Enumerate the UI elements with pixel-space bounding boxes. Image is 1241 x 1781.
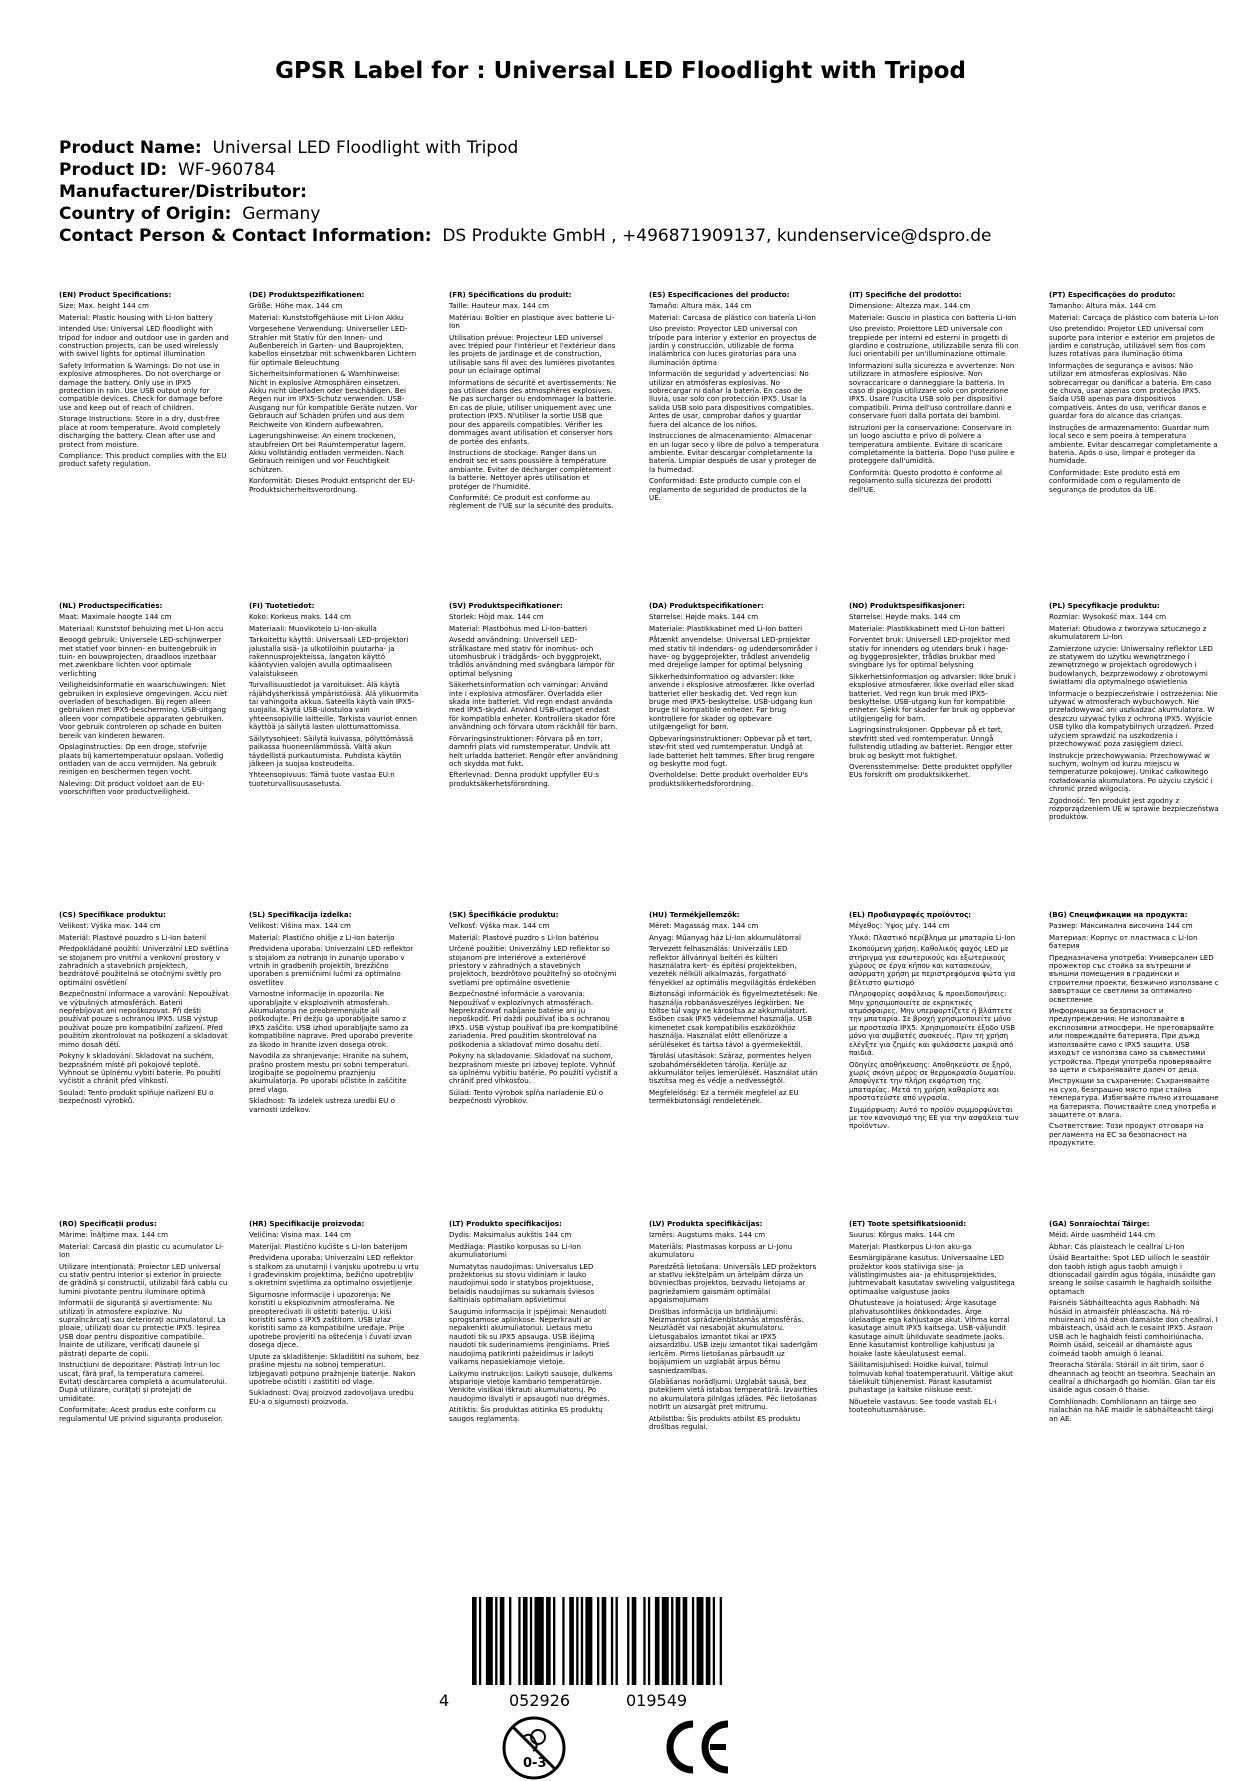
barcode-bar — [585, 1597, 592, 1685]
spec-paragraph: Materiaali: Muovikotelo Li-Ion-akulla — [249, 623, 377, 633]
spec-paragraph: Ábhar: Cás plaisteach le ceallraí Li-Ion — [1049, 1241, 1185, 1251]
spec-section — [59, 911, 229, 1109]
barcode-bar — [500, 1597, 505, 1685]
spec-paragraph: Informations de sécurité et avertissements: Ne pas utiliser dans des atmosphères explosives. Ne pas surcharger ou endommager la batterie. En cas de pluie, utiliser uniquement avec une protection IPX5. N'utiliser la sortie USB que pour des appareils compatibles. Vérifier les dommages avant utilisation et conserver hors de portée des enfants. — [449, 377, 617, 446]
spec-paragraph: Materiał: Obudowa z tworzywa sztucznego z akumulatorem Li-Ion — [1049, 623, 1207, 642]
barcode-bar — [627, 1597, 629, 1685]
barcode-bar — [602, 1597, 607, 1685]
spec-paragraph: Информация за безопасност и предупреждения: Не използвайте в експлозивни атмосфери. Не претоварвайте или повреждайте батерията. При дъжд използвайте само с IPX5 защита. USB изходът се използва само за съвместими устройства. Преди употреба проверявайте за щети и съхранявайте далеч от деца. — [1049, 1006, 1214, 1074]
spec-paragraph: Tervezett felhasználás: Univerzális LED reflektor állvánnyal beltéri és kültéri használatra kert- és építési projektekben, vezeték nélküli alkalmazás, forgatható fényekkel az optimális megvilágítás érdekében — [649, 944, 816, 987]
spec-paragraph: Safety Information & Warnings: Do not use in explosive atmospheres. Do not overcharge or damage the battery. Only use in IPX5 protection in rain. Use USB output only for compatible devices. Check for damage before use and keep out of reach of children. — [59, 360, 223, 412]
spec-heading: (HU) Termékjellemzők: — [649, 910, 740, 919]
spec-paragraph: Turvallisuustiedot ja varoitukset: Älä käytä räjähdysherkissä ympäristöissä. Älä ylikuormita tai vahingoita akkua. Sateella käytä vain IPX5-suojalla. Käytä USB-ulostuloa vain yhteensopiville laitteille. Tarkista vauriot ennen käyttöä ja säilytä lasten ulottumattomissa. — [249, 680, 419, 732]
spec-paragraph: Předpokládané použití: Univerzální LED světlina se stojanem pro vnitřní a venkovní prostory v zahradních a stavebních projektech, bezdrátově použitelná se otočnými světly pro optimální osvětlení — [59, 944, 229, 987]
spec-paragraph: Material: Carcasa de plástico con batería Li-Ion — [649, 312, 816, 322]
spec-section — [849, 602, 1019, 783]
barcode-bar — [495, 1597, 497, 1685]
spec-paragraph: Forventet bruk: Universell LED-projektor med stativ for innendørs og utendørs bruk i hage- og byggeprosjekter, trådløs brukbar med svingbare lys for optimal belysning — [849, 635, 1010, 670]
barcode-bar — [546, 1597, 551, 1685]
spec-paragraph: Größe: Höhe max. 144 cm — [249, 301, 343, 311]
spec-paragraph: Avsedd användning: Universell LED-strålkastare med stativ för inomhus- och utomhusbruk i trädgårds- och byggprojekt, trådlös användning med svängbara lampor för optimal belysning — [449, 635, 615, 678]
spec-paragraph: Anyag: Műanyag ház Li-Ion akkumulátorral — [649, 932, 802, 942]
barcode-bar — [479, 1597, 481, 1685]
spec-heading: (ET) Toote spetsifikatsioonid: — [849, 1219, 967, 1228]
barcode-bar — [518, 1597, 520, 1685]
barcode-bar — [509, 1597, 511, 1685]
spec-paragraph: Zamierzone użycie: Uniwersalny reflektor LED ze statywem do użytku wewnętrznego i zewnętrznego w projektach ogrodowych i budowlanych, bezprzewodowy z obrotowymi światłami dla optymalnego oświetlenia — [1049, 643, 1213, 687]
spec-paragraph: Tárolási utasítások: Száraz, pormentes helyen szobahőmérsékleten tárolja. Kerülje az akkumulátor teljes lemerülését. Használat után tisztítsa meg és védje a nedvességtől. — [649, 1051, 818, 1086]
spec-paragraph: Materjal: Plastkorpus Li-Ion aku-ga — [849, 1241, 972, 1251]
ce-mark-icon — [663, 1718, 733, 1776]
spec-section — [849, 291, 1019, 497]
spec-paragraph: Atbilstība: Šis produkts atbilst ES produktu drošības regulai. — [649, 1413, 801, 1431]
barcode-bar — [581, 1597, 583, 1685]
spec-heading: (BG) Спецификации на продукта: — [1049, 910, 1188, 919]
spec-paragraph: Οδηγίες αποθήκευσης: Αποθηκεύστε σε ξηρό, χωρίς σκόνη μέρος σε θερμοκρασία δωματίου. Αποφύγετε την πλήρη εκφόρτιση της μπαταρίας. Μετά τη χρήση καθαρίστε και προστατεύστε από υγρασία. — [849, 1059, 1016, 1103]
spec-section — [1049, 602, 1219, 825]
spec-paragraph: Lagerungshinweise: An einem trockenen, staubfreien Ort bei Raumtemperatur lagern. Akku vollständig entladen vermeiden. Nach Gebrauch reinigen und vor Feuchtigkeit schützen. — [249, 431, 407, 474]
info-label: Product ID: — [59, 160, 168, 180]
barcode-bar — [697, 1597, 704, 1685]
barcode-bar — [535, 1597, 544, 1685]
spec-paragraph: Size: Max. height 144 cm — [59, 301, 149, 311]
spec-paragraph: Zgodność: Ten produkt jest zgodny z rozporządzeniem UE w sprawie bezpieczeństwa produktów. — [1049, 795, 1219, 822]
spec-paragraph: Pokyny na skladovanie: Skladovať na suchom, bezprašnom mieste pri izbovej teplote. Vyhnúť sa úplnému vybitiu batérie. Po použití vyčistiť a chrániť pred vlhkosťou. — [449, 1051, 618, 1086]
spec-paragraph: Instruções de armazenamento: Guardar num local seco e sem poeira à temperatura ambiente. Evitar descarregar completamente a bateria. Após o uso, limpar e proteger da humidade. — [1049, 422, 1218, 466]
spec-paragraph: Paredzētā lietošana: Universāls LED prožektors ar statīvu iekštelpām un ārtelpām dārza un būvniecības projektos, bezvadu lietojams ar pagriežamiem gaismām optimālai apgaismojumam — [649, 1261, 817, 1305]
spec-paragraph: Maat: Maximale hoogte 144 cm — [59, 612, 172, 622]
info-label: Country of Origin: — [59, 204, 232, 224]
spec-paragraph: Drošības informācija un brīdinājumi: Neizmantot sprādzienbīstamās atmosfērās. Neuzlādēt vai nesabojāt akumulatoru. Lietusgabalos izmantot tikai ar IPX5 aizsardzību. USB izeju izmantot tikai saderīgām ierīcēm. Pirms lietošanas pārbaudīt uz bojājumiem un uzglabāt ārpus bērnu sasniedzamības. — [649, 1306, 818, 1375]
spec-paragraph: Instrukcje przechowywania: Przechowywać w suchym, wolnym od kurzu miejscu w temperaturze pokojowej. Unikać całkowitego rozładowania akumulatora. Po użyciu czyścić i chronić przed wilgocią. — [1049, 750, 1213, 794]
spec-section — [649, 1220, 819, 1434]
spec-paragraph: Conformité: Ce produit est conforme au règlement de l'UE sur la sécurité des produits. — [449, 492, 614, 511]
spec-paragraph: Conformità: Questo prodotto è conforme al regolamento sulla sicurezza dei prodotti dell'UE. — [849, 467, 1003, 494]
info-value: Universal LED Floodlight with Tripod — [212, 138, 519, 158]
spec-paragraph: Bezpečnostní informace a varování: Nepoužívat ve výbušných atmosférách. Baterii nepřebíjovat ani nepoškozovat. Při dešti používat pouze s ochranou IPX5. USB výstup používat pouze pro kompatibilní zařízení. Před použitím zkontrolovat na poškození a skladovat mimo dosah dětí. — [59, 989, 229, 1049]
spec-paragraph: Informazioni sulla sicurezza e avvertenze: Non utilizzare in atmosfere esplosive. Non sovraccaricare o danneggiare la batteria. In caso di pioggia utilizzare solo con protezione IPX5. Usare l'uscita USB solo per dispositivi compatibili. Prima dell'uso controllare danni e conservare fuori dalla portata dei bambini. — [849, 360, 1015, 421]
spec-paragraph: Velikost: Výška max. 144 cm — [59, 921, 161, 931]
spec-section — [1049, 291, 1219, 497]
spec-section — [449, 1220, 619, 1426]
age-warning-icon — [501, 1715, 567, 1781]
spec-heading: (DA) Produktspecifikationer: — [649, 601, 764, 610]
ean-barcode — [439, 1597, 744, 1710]
spec-paragraph: Materiale: Plastikkabinet med Li-Ion batteri — [649, 623, 803, 633]
barcode-bar — [616, 1597, 618, 1685]
spec-paragraph: Material: Kunststoffgehäuse mit Li-Ion Akku — [249, 312, 404, 322]
spec-paragraph: Sikkerhetsinformasjon og advarsler: Ikke bruk i eksplosive atmosfærer. Ikke overlad eller skad batteriet. Ved regn kun bruk med IPX5-beskyttelse. USB-utgang kun for kompatible enheter. Sjekk for skader før bruk og oppbevar utilgjengelig for barn. — [849, 671, 1016, 723]
barcode-bar — [671, 1597, 673, 1685]
spec-paragraph: Naleving: Dit product voldoet aan de EU-voorschriften voor productveiligheid. — [59, 778, 205, 797]
spec-paragraph: Overensstemmelse: Dette produktet oppfyller EUs forskrift om produktsikkerhet. — [849, 761, 1013, 780]
spec-heading: (IT) Specifiche del prodotto: — [849, 290, 962, 299]
barcode-bar — [486, 1597, 493, 1685]
spec-paragraph: Rozmiar: Wysokość max. 144 cm — [1049, 612, 1167, 622]
spec-section — [59, 602, 229, 800]
info-value: WF-960784 — [177, 160, 276, 180]
spec-section — [649, 602, 819, 791]
spec-paragraph: Varnostne informacije in opozorila: Ne uporabljajte v eksplozivnih atmosferah. Akumulatorja ne preobremenjujte ali poškodujte. Pri dežju ga uporabljajte samo z IPX5 zaščito. USB izhod uporabljajte samo za kompatibilne naprave. Pred uporabo preverite za škodo in hranite izven dosega otrok. — [249, 989, 413, 1049]
spec-heading: (FR) Spécifications du produit: — [449, 290, 572, 299]
spec-paragraph: Overholdelse: Dette produkt overholder EU's produktsikkerhedsforordning. — [649, 770, 808, 788]
spec-paragraph: Efterlevnad: Denna produkt uppfyller EU:s produktsäkerhetsförordning. — [449, 770, 599, 788]
spec-paragraph: Tamanho: Altura máx. 144 cm — [1049, 301, 1156, 311]
spec-heading: (LT) Produkto specifikacijos: — [449, 1219, 562, 1228]
spec-paragraph: Materiál: Plastové puzdro s Li-Ion batériou — [449, 932, 599, 942]
info-row-manufacturer — [59, 181, 991, 203]
spec-paragraph: Beoogd gebruik: Universele LED-schijnwerper met statief voor binnen- en buitengebruik in tuin- en bouwprojecten, draadloos inzetbaar met zwenkbare lichten voor optimale verlichting — [59, 635, 222, 678]
barcode-bar — [655, 1597, 660, 1685]
barcode-bar — [569, 1597, 574, 1685]
spec-paragraph: Μέγεθος: Ύψος μέγ. 144 cm — [849, 921, 950, 931]
spec-paragraph: Soulad: Tento produkt splňuje nařízení EU o bezpečnosti výrobků. — [59, 1087, 214, 1106]
spec-paragraph: Atitiktis: Šis produktas atitinka ES produktų saugos reglamentą. — [449, 1405, 603, 1423]
barcode-bars — [472, 1597, 722, 1685]
spec-paragraph: Úsáid Beartaithe: Spot LED uilíoch le seastóir don taobh istigh agus taobh amuigh i dtionscadail gairdín agus tógála, inúsáidte gan sreang le soilse casaimh le haghaidh soilsithe optamach — [1049, 1253, 1216, 1296]
spec-paragraph: Instrucțiuni de depozitare: Păstrați într-un loc uscat, fără praf, la temperatura camerei. Evitați descărcarea completă a acumulatorului. După utilizare, curățați și protejați de umiditate. — [59, 1360, 227, 1403]
age-warning-label: 0-3 — [523, 1756, 547, 1771]
spec-paragraph: Vorgesehene Verwendung: Universeller LED-Strahler mit Stativ für den Innen- und Außenbereich in Garten- und Bauprojekten, kabellos einsetzbar mit schwenkbaren Lichtern für optimale Beleuchtung — [249, 324, 417, 367]
barcode-bar — [720, 1597, 722, 1685]
spec-heading: (RO) Specificații produs: — [59, 1219, 157, 1228]
spec-paragraph: Predviđena uporaba: Univerzalni LED reflektor s stalkom za unutarnji i vanjsku upotrebu u vrtu i građevinskim projektima, bežično upotrebljiv s okretnim svjetlima za optimalno osvjetljenje — [249, 1253, 419, 1288]
barcode-bar — [611, 1597, 613, 1685]
spec-paragraph: Saugumo informacija ir įspėjimai: Nenaudoti sprogstamose aplinkose. Neperkrauti ar nepakenkti akumuliatoriui. Lietaus metu naudoti tik su IPX5 apsauga. USB išėjimą naudoti tik suderinamiems įrenginiams. Prieš naudojimą patikrinti pažeidimus ir laikyti vaikams nepasiekiamoje vietoje. — [449, 1306, 610, 1367]
spec-section — [249, 602, 419, 791]
spec-heading: (ES) Especificaciones del producto: — [649, 290, 790, 299]
barcode-digits-right: 019549 — [626, 1691, 688, 1710]
spec-paragraph: Informații de siguranță și avertismente: Nu utilizați în atmosfere explozive. Nu supraîncărcați sau deteriorați acumulatorul. La ploaie, utilizați doar cu protecție IPX5. Ieșirea USB doar pentru dispozitive compatibile. Înainte de utilizare, verificați daunele și păstrați departe de copii. — [59, 1298, 226, 1358]
info-value: Germany — [242, 204, 321, 224]
spec-paragraph: Uso previsto: Proyector LED universal con trípode para interior y exterior en proyectos de jardín y construcción, utilizable de forma inalámbrica con luces giratorias para una iluminación óptima — [649, 324, 817, 367]
spec-paragraph: Medžiaga: Plastiko korpusas su Li-Ion akumuliatoriumi — [449, 1241, 581, 1260]
product-info — [59, 137, 991, 247]
spec-section — [849, 911, 1019, 1134]
spec-paragraph: Koko: Korkeus maks. 144 cm — [249, 612, 351, 622]
spec-paragraph: Predvidena uporaba: Univerzalni LED reflektor s stojalom za notranjo in zunanjo uporabo v vrtnih in gradbenih projektih, brezžično uporaben s premičnimi lučmi za optimalno osvetlitev — [249, 944, 414, 987]
spec-section — [649, 291, 819, 505]
spec-section — [449, 602, 619, 791]
spec-paragraph: Intended Use: Universal LED floodlight with tripod for indoor and outdoor use in garden and construction projects, can be used wirelessly with swivel lights for optimal illumination — [59, 324, 229, 359]
spec-paragraph: Υλικό: Πλαστικό περίβλημα με μπαταρία Li-Ion — [849, 932, 1016, 942]
spec-paragraph: Uso pretendido: Projetor LED universal com suporte para interior e exterior em projetos de jardim e construção, utilizável sem fios com luzes rotativas para iluminação ótima — [1049, 324, 1215, 359]
spec-paragraph: Utilizare intenționată: Proiector LED universal cu stativ pentru interior și exterior în proiecte de grădină și construcții, utilizabil fără cablu cu lumini pivotante pentru iluminare optimă — [59, 1261, 228, 1296]
barcode-bar — [713, 1597, 715, 1685]
spec-paragraph: Skladnost: Ta izdelek ustreza uredbi EU o varnosti izdelkov. — [249, 1096, 395, 1114]
spec-paragraph: Faisnéis Sábháilteachta agus Rabhadh: Ná húsáid in atmaisféir phléascacha. Ná ró-mhuirearú nó ná déan damáiste don cheallraí. I mbáisteach, úsáid ach le cosaint IPX5. Asraon USB ach le haghaidh feistí comhoiriúnacha. Roimh úsáid, seiceáil ar dhamáiste agus coimeád taobh amuigh ó leanaí. — [1049, 1298, 1218, 1358]
spec-paragraph: Uso previsto: Proiettore LED universale con treppiede per interni ed esterni in progetti di giardino e costruzione, utilizzabile senza fili con luci orientabili per un'illuminazione ottimale — [849, 324, 1019, 359]
spec-paragraph: Určené použitie: Univerzálny LED reflektor so stojanom pre interiérové a exteriérové priestory v záhradných a stavebných projektoch, bezdrôtovo použiteľný so otočnými svetlami pre optimálne osvetlenie — [449, 944, 617, 987]
spec-paragraph: Påtænkt anvendelse: Universal LED-projektør med stativ til indendørs- og udendørsområder i have- og byggeprojekter, trådløst anvendelig med drejelige lamper for optimal belysning — [649, 635, 818, 670]
spec-paragraph: Materiaal: Kunststof behuizing met Li-Ion accu — [59, 623, 224, 633]
spec-heading: (DE) Produktspezifikationen: — [249, 290, 365, 299]
spec-paragraph: Material: Plastic housing with Li-Ion battery — [59, 312, 213, 322]
spec-paragraph: Materiál: Plastové pouzdro s Li-Ion baterií — [59, 932, 207, 942]
spec-paragraph: Informações de segurança e avisos: Não utilizar em atmosferas explosivas. Não sobrecarregar ou danificar a bateria. Em caso de chuva, usar apenas com proteção IPX5. Saída USB apenas para dispositivos compatíveis. Antes do uso, verificar danos e guardar fora do alcance das crianças. — [1049, 360, 1212, 421]
spec-section — [249, 1220, 419, 1409]
spec-paragraph: Dydis: Maksimalus aukštis 144 cm — [449, 1230, 572, 1240]
spec-section — [59, 291, 229, 472]
info-row-contact — [59, 225, 991, 247]
spec-paragraph: Méret: Magasság max. 144 cm — [649, 921, 759, 931]
spec-paragraph: Veličina: Visina max. 144 cm — [249, 1230, 351, 1240]
barcode-bar — [676, 1597, 681, 1685]
info-row-product-name — [59, 137, 991, 159]
barcode-bar — [683, 1597, 688, 1685]
spec-paragraph: Storage Instructions: Store in a dry, dust-free place at room temperature. Avoid completely discharging the battery. Clean after use and protect from moisture. — [59, 414, 221, 449]
spec-paragraph: Glabāšanas norādījumi: Uzglabāt sausā, bez putekļiem vietā istabas temperatūrā. Izvairīties no akumulatora pilnīgas izlādes. Pēc lietošanas notīrīt un aizsargāt pret mitrumu. — [649, 1376, 818, 1412]
barcode-digits-left: 052926 — [509, 1691, 571, 1710]
spec-paragraph: Materijal: Plastično kućište s Li-Ion baterijom — [249, 1241, 408, 1251]
spec-paragraph: Instrucciones de almacenamiento: Almacenar en un lugar seco y libre de polvo a temperatura ambiente. Evitar descargar completamente la batería. Limpiar después de usar y proteger de la humedad. — [649, 431, 819, 474]
barcode-bar — [576, 1597, 578, 1685]
spec-heading: (SV) Produktspecifikationer: — [449, 601, 563, 610]
spec-paragraph: Compliance: This product complies with the EU product safety regulation. — [59, 450, 227, 469]
spec-heading: (EL) Προδιαγραφές προϊόντος: — [849, 910, 972, 919]
spec-section — [449, 911, 619, 1109]
spec-section — [59, 1220, 229, 1426]
spec-paragraph: Súlad: Tento výrobok spĺňa nariadenie EÚ o bezpečnosti výrobkov. — [449, 1087, 604, 1106]
spec-section — [249, 911, 419, 1117]
spec-heading: (NO) Produktspesifikasjoner: — [849, 601, 965, 610]
spec-paragraph: Материал: Корпус от пластмаса с Li-Ion батерия — [1049, 932, 1198, 951]
spec-paragraph: Konformität: Dieses Produkt entspricht der EU-Produktsicherheitsverordnung. — [249, 476, 415, 494]
info-value: DS Produkte GmbH , +496871909137, kundenservice@dspro.de — [442, 226, 992, 246]
spec-paragraph: Veľkosť: Výška max. 144 cm — [449, 921, 550, 931]
spec-paragraph: Размер: Максимална височина 144 cm — [1049, 921, 1193, 931]
spec-paragraph: Biztonsági információk és figyelmeztetések: Ne használja robbanásveszélyes légkörben. Ne töltse túl vagy ne károsítsa az akkumulátort. Esőben csak IPX5 védelemmel használja. USB kimenetet csak kompatibilis eszközökhöz használja. Használat előtt ellenőrizze a sérüléseket és tartsa távol a gyermekektől. — [649, 989, 818, 1049]
spec-paragraph: Eesmärgipärane kasutus: Universaalne LED prožektor koos statiiviga sise- ja välistingimustes aia- ja ehitusprojektides, juhtmevabalt kasutatav swiveling valgustitega optimaalse valgustuse jaoks — [849, 1253, 1015, 1296]
spec-paragraph: Opbevaringsinstruktioner: Opbevar på et tørt, støv-frit sted ved rumtemperatur. Undgå at lade batteriet helt tømmes. Efter brug rengøre og beskytte mod fugt. — [649, 733, 815, 768]
info-row-product-id — [59, 159, 991, 181]
spec-paragraph: Säilitamisjuhised: Hoidke kuival, tolmul tolmuvab kohal toatemperatuuril. Vältige akut täielikult tühjenemist. Pärast kasutamist puhastage ja kaitske niiskuse eest. — [849, 1360, 1013, 1395]
spec-paragraph: Megfelelőség: Ez a termék megfelel az EU termékbiztonsági rendeletének. — [649, 1087, 799, 1106]
spec-paragraph: Materiale: Guscio in plastica con batteria Li-Ion — [849, 312, 1017, 322]
spec-section — [849, 1220, 1019, 1418]
spec-paragraph: Izmērs: Augstums maks. 144 cm — [649, 1230, 766, 1240]
spec-paragraph: Tamaño: Altura máx. 144 cm — [649, 301, 752, 311]
spec-paragraph: Informacje o bezpieczeństwie i ostrzeżenia: Nie używać w atmosferach wybuchowych. Nie przeładowywać ani uszkadzać akumulatora. W deszczu używać tylko z ochroną IPX5. Wyjście USB tylko dla kompatybilnych urządzeń. Przed użyciem sprawdzić na uszkodzenia i przechowywać poza zasięgiem dzieci. — [1049, 688, 1218, 749]
spec-paragraph: Veiligheidsinformatie en waarschuwingen: Niet gebruiken in explosieve omgevingen. Accu niet overladen of beschadigen. Bij regen alleen gebruiken met IPX5-bescherming. USB-uitgang alleen voor compatibele apparaten gebruiken. Voor gebruik controleren op schade en buiten bereik van kinderen bewaren. — [59, 680, 228, 740]
spec-paragraph: Πληροφορίες ασφάλειας & προειδοποιήσεις: Μην χρησιμοποιείτε σε εκρηκτικές ατμόσφαιρες. Μην υπερφορτίζετε ή βλάπτετε την μπαταρία. Σε βροχή χρησιμοποιείτε μόνο με προστασία IPX5. Χρησιμοποιείτε έξοδο USB μόνο για συμβατές συσκευές. Πριν τη χρήση ελέγξτε για ζημιές και φυλάσσετε μακριά από παιδιά. — [849, 989, 1016, 1058]
spec-paragraph: Säkerhetsinformation och varningar: Använd inte i explosiva atmosfärer. Överladda eller skada inte batteriet. Vid regn endast använda med IPX5-skydd. Använd USB-uttaget endast för kompatibla enheter. Kontrollera skador före användning och förvara utom räckhåll för barn. — [449, 680, 618, 732]
barcode-bar — [597, 1597, 599, 1685]
spec-paragraph: Συμμόρφωση: Αυτό το προϊόν συμμορφώνεται με τον κανονισμό της ΕΕ για την ασφάλεια των προϊόντων. — [849, 1104, 1019, 1131]
spec-section — [1049, 1220, 1219, 1426]
spec-paragraph: Sicherheitsinformationen & Warnhinweise: Nicht in explosive Atmosphären einsetzen. Akku nicht überladen oder beschädigen. Bei Regen nur im IPX5-Schutz verwenden. USB-Ausgang nur für kompatible Geräte nutzen. Vor Gebrauch auf Schäden prüfen und aus dem Reichweite von Kindern aufbewahren. — [249, 369, 418, 429]
spec-heading: (SK) Špecifikácie produktu: — [449, 910, 559, 919]
spec-paragraph: Säilytysohjeet: Säilytä kuivassa, pölyttömässä paikassa huoneenlämmössä. Vältä akun täydellistä purkautumista. Puhdista käytön jälkeen ja suojaa kosteudelta. — [249, 733, 414, 768]
spec-paragraph: Velikost: Višina max. 144 cm — [249, 921, 351, 931]
barcode-bar — [530, 1597, 532, 1685]
spec-paragraph: Istruzioni per la conservazione: Conservare in un luogo asciutto e privo di polvere a temperatura ambiente. Evitare di scaricare completamente la batteria. Dopo l'uso pulire e proteggere dall'umidità. — [849, 422, 1015, 466]
spec-paragraph: Treoracha Stórála: Stóráil in áit tirim, saor ó dheannach ag teocht an tseomra. Seachain an ceallraí a dhíchargadh go hiomlán. Glan tar éis úsáide agus cosain ó thaise. — [1049, 1360, 1216, 1395]
spec-heading: (GA) Sonraíochtaí Táirge: — [1049, 1219, 1150, 1228]
spec-heading: (PT) Especificações do produto: — [1049, 290, 1176, 299]
spec-paragraph: Material: Carcasă din plastic cu acumulator Li-Ion — [59, 1241, 224, 1260]
info-label: Contact Person & Contact Information: — [59, 226, 432, 246]
spec-section — [249, 291, 419, 497]
spec-paragraph: Conformitate: Acest produs este conform cu regulamentul UE privind siguranța produselor. — [59, 1405, 223, 1423]
spec-paragraph: Material: Plastično ohišje z Li-Ion baterijo — [249, 932, 395, 942]
spec-paragraph: Materiāls: Plastmasas korpuss ar Li-Jonu akumulatoru — [649, 1241, 793, 1260]
spec-paragraph: Förvaringsinstruktioner: Förvara på en torr, damnfri plats vid rumstemperatur. Undvik att helt urladda batteriet. Rengör efter användning och skydda mot fukt. — [449, 733, 618, 768]
info-row-country — [59, 203, 991, 225]
spec-paragraph: Pokyny k skladování: Skladovat na suchém, bezprašném místě při pokojové teplotě. Vyhnout se úplnému vybití baterie. Po použití vyčistit a chránit před vlhkostí. — [59, 1051, 221, 1086]
barcode-bar — [648, 1597, 650, 1685]
spec-paragraph: Méid: Airde uasmhéid 144 cm — [1049, 1230, 1155, 1240]
spec-paragraph: Conformidade: Este produto está em conformidade com o regulamento de segurança de produtos da UE. — [1049, 467, 1181, 494]
spec-paragraph: Yhteensopivuus: Tämä tuote vastaa EU:n tuoteturvallisuusasetusta. — [249, 770, 395, 788]
spec-paragraph: Ohutusteave ja hoiatused: Ärge kasutage plahvatusohtlikes õhkkondades. Ärge ülelaadige ega kahjustage akut. Vihma korral kasutage ainult IPX5 kaitsega. USB-väljundit kasutage ainult ühilduvate seadmete jaoks. Enne kasutamist kontrollige kahjustusi ja hoiake laste käeulatusest eemal. — [849, 1298, 1010, 1358]
spec-paragraph: Σκοπούμενη χρήση: Καθολικός φαχός LED με στήριγμα για εσωτερικούς και εξωτερικούς χώρους σε έργα κήπου και κατασκευών, ασύρματη χρήση με περιστρεφόμενα φώτα για βέλτιστο φωτισμό — [849, 944, 1016, 987]
spec-paragraph: Instructions de stockage: Ranger dans un endroit sec et sans poussière à température ambiante. Éviter de décharger complètement la batterie. Nettoyer après utilisation et protéger de l'humidité. — [449, 447, 612, 491]
spec-paragraph: Storlek: Höjd max. 144 cm — [449, 612, 544, 622]
spec-paragraph: Nõuetele vastavus: See toode vastab EL-i tooteohutusmääruse. — [849, 1396, 997, 1415]
spec-paragraph: Información de seguridad y advertencias: No utilizar en atmósferas explosivas. No sobrecargar ni dañar la batería. En caso de lluvia, usar solo con protección IPX5. Usar la salida USB solo para dispositivos compatibles. Antes de usar, comprobar daños y guardar fuera del alcance de los niños. — [649, 369, 814, 429]
barcode-bar — [523, 1597, 528, 1685]
spec-paragraph: Lagringsinstruksjoner: Oppbevar på et tørt, støvfritt sted ved romtemperatur. Unngå fullstendig utlading av batteriet. Rengjør etter bruk og beskytt mot fuktighet. — [849, 725, 1013, 760]
barcode-bar — [643, 1597, 645, 1685]
spec-paragraph: Съответствие: Този продукт отговаря на регламента на ЕС за безопасност на продуктите. — [1049, 1121, 1204, 1148]
spec-paragraph: Dimensione: Altezza max. 144 cm — [849, 301, 971, 311]
spec-section — [1049, 911, 1219, 1151]
spec-paragraph: Laikymo instrukcijos: Laikyti sausoje, dulkėms atsparioje vietoje kambario temperatūroje. Venkite visiškai iškrauti akumuliatorių. Po naudojimo išvalyti ir apsaugoti nuo drėgmės. — [449, 1368, 613, 1403]
spec-heading: (FI) Tuotetiedot: — [249, 601, 315, 610]
spec-paragraph: Инструкции за съхранение: Съхранявайте на сухо, безпрашно място при стайна температура. Избягвайте пълно изтощаване на батерията. Почиствайте след употреба и защитете от влага. — [1049, 1076, 1219, 1119]
spec-heading: (EN) Product Specifications: — [59, 290, 172, 299]
barcode-bar — [472, 1597, 477, 1685]
spec-paragraph: Tarkoitettu käyttö: Universaali LED-projektori jalustalla sisä- ja ulkotiloihin puutarha- ja rakennusprojekteissa, langaton käyttö kääntyvien valojen avulla optimaaliseen valaistukseen — [249, 635, 409, 678]
spec-paragraph: Bezpečnostné informácie a varovania: Nepoužívať v explozívnych atmosférach. Neprekračovať nabíjanie batérie ani ju nepoškodiť. Pri daždi používať iba s ochranou IPX5. USB výstup používať iba pre kompatibilné zariadenia. Pred použitím skontrolovať na poškodenia a skladovať mimo dosahu detí. — [449, 989, 618, 1049]
spec-paragraph: Material: Carcaça de plástico com bateria Li-Ion — [1049, 312, 1219, 322]
info-label: Manufacturer/Distributor: — [59, 182, 307, 202]
spec-paragraph: Sikkerhedsinformation og advarsler: Ikke anvende i eksplosive atmosfærer. Ikke overlad batteriet eller beskadig det. Ved regn kun brugе med IPX5-beskyttelse. USB-udgang kun bruge til kompatible enheder. Før brug kontrollere for skader og opbevare utilgængeligt for børn. — [649, 671, 815, 732]
spec-paragraph: Størrelse: Høyde maks. 144 cm — [849, 612, 961, 622]
spec-heading: (NL) Productspecificaties: — [59, 601, 163, 610]
spec-paragraph: Utilisation prévue: Projecteur LED universel avec trépied pour l'intérieur et l'extérieur dans les projets de jardinage et de construction, utilisable sans fil avec des lumières pivotantes pour un éclairage optimal — [449, 332, 616, 376]
spec-paragraph: Taille: Hauteur max. 144 cm — [449, 301, 549, 311]
spec-paragraph: Størrelse: Højde maks. 144 cm — [649, 612, 759, 622]
spec-paragraph: Mărime: Înălțime max. 144 cm — [59, 1230, 169, 1240]
spec-paragraph: Matériau: Boîtier en plastique avec batterie Li-Ion — [449, 312, 615, 331]
spec-paragraph: Sigurnosne informacije i upozorenja: Ne koristiti u eksplozivnim atmosferama. Ne preopterećivati ili oštetiti bateriju. U kiši koristiti samo s IPX5 zaštitom. USB izlaz koristiti samo za kompatibilne uređaje. Prije upotrebe provjeriti na oštećenja i čuvati izvan dosega djece. — [249, 1289, 412, 1350]
spec-paragraph: Предназначена употреба: Универсален LED прожектор със стойка за вътрешни и външни помещения в градински и строителни проекти, безжично използване с завъртащи се светлини за оптимално осветление — [1049, 952, 1219, 1004]
spec-heading: (SL) Specifikacija izdelka: — [249, 910, 352, 919]
spec-heading: (HR) Specifikacije proizvoda: — [249, 1219, 365, 1228]
spec-paragraph: Numatytas naudojimas: Universalus LED prožektorius su stovu vidiniam ir lauko naudojimui sodo ir statybos projektuose, belaidis naudojimas su sukamais šviesos šaltiniais optimaliam apšvietimui — [449, 1261, 595, 1305]
spec-paragraph: Materiale: Plastikkabinett med Li-Ion batteri — [849, 623, 1005, 633]
barcode-bar — [562, 1597, 564, 1685]
spec-paragraph: Comhlíonadh: Comhlíonann an táirge seo rialachán na hAE maidir le sábháilteacht táirgí an AE. — [1049, 1396, 1214, 1423]
spec-section — [649, 911, 819, 1109]
barcode-bar — [632, 1597, 637, 1685]
spec-heading: (PL) Specyfikacje produktu: — [1049, 601, 1160, 610]
spec-paragraph: Material: Plastbohus med Li-Ion-batteri — [449, 623, 587, 633]
spec-heading: (LV) Produkta specifikācijas: — [649, 1219, 763, 1228]
barcode-bar — [553, 1597, 555, 1685]
spec-paragraph: Opslaginstructies: Op een droge, stofvrije plaats bij kamertemperatuur opslaan. Volledig ontladen van de accu vermijden. Na gebruik reinigen en beschermen tegen vocht. — [59, 742, 224, 777]
barcode-bar — [706, 1597, 711, 1685]
barcode-bar — [662, 1597, 669, 1685]
spec-heading: (CS) Specifikace produktu: — [59, 910, 166, 919]
spec-paragraph: Sukladnost: Ovaj proizvod zadovoljava uredbu EU-a o sigurnosti proizvoda. — [249, 1388, 414, 1406]
info-label: Product Name: — [59, 138, 202, 158]
spec-paragraph: Upute za skladištenje: Skladištiti na suhom, bez prašine mjestu na sobnoj temperaturi. Izbjegavati potpuno pražnjenje baterije. Nakon upotrebe očistiti i zaštititi od vlage. — [249, 1351, 419, 1386]
page-title: GPSR Label for : Universal LED Floodlight with Tripod — [275, 58, 966, 84]
spec-paragraph: Conformidad: Este producto cumple con el reglamento de seguridad de productos de la UE. — [649, 476, 807, 502]
spec-paragraph: Navodila za shranjevanje: Hranite na suhem, prašno prostem mestu pri sobni temperaturi. Izogibajte se popolnemu praznjenju akumulatorja. Po uporabi očistite in zaščitite pred vlago. — [249, 1051, 410, 1094]
spec-paragraph: Suurus: Kõrgus maks. 144 cm — [849, 1230, 955, 1240]
barcode-bar — [692, 1597, 694, 1685]
spec-section — [449, 291, 619, 514]
barcode-digit-first: 4 — [439, 1691, 450, 1710]
